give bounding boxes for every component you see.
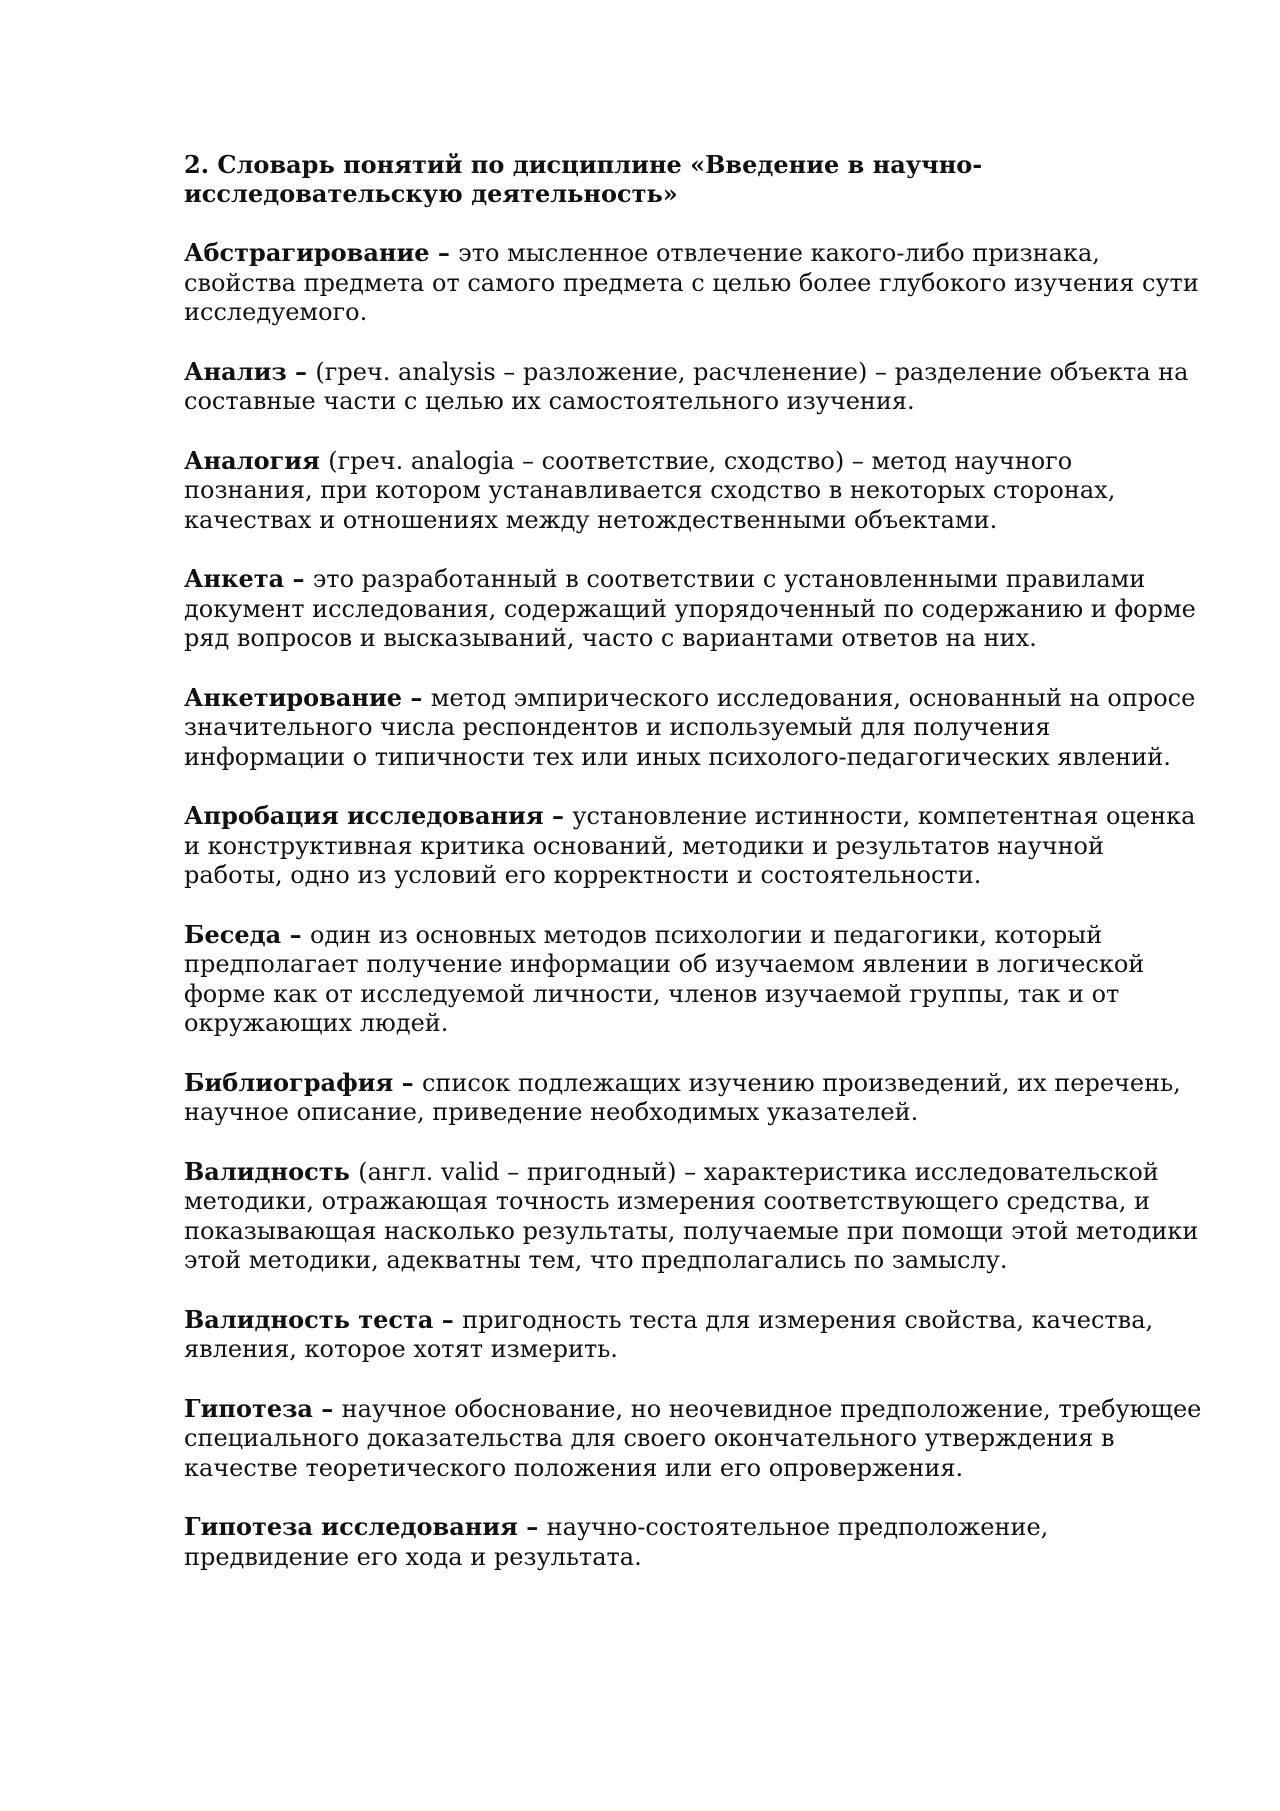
glossary-separator: – <box>517 1512 547 1541</box>
glossary-separator: – <box>402 682 431 712</box>
glossary-entry <box>184 564 1204 654</box>
glossary-definition: (греч. analysis – разложение, расчленение) – разделение объекта на составные части с целью их самостоятельного изучения. <box>184 357 1189 415</box>
glossary-term: Гипотеза <box>184 1393 313 1423</box>
glossary-entry <box>184 1068 1204 1128</box>
glossary-separator: – <box>429 238 459 267</box>
glossary-definition: пригодность теста для измерения свойства, качества, явления, которое хотят измерить. <box>184 1305 1154 1363</box>
glossary-term: Библиография <box>184 1067 394 1097</box>
glossary-term: Беседа <box>184 919 282 949</box>
glossary-separator: – <box>284 564 313 593</box>
glossary-separator: – <box>393 1067 422 1097</box>
glossary-entry <box>184 1157 1204 1276</box>
glossary-separator: – <box>543 801 573 830</box>
glossary-entry <box>184 1305 1204 1365</box>
glossary-entry <box>184 1394 1204 1484</box>
glossary-definition: это разработанный в соответствии с установленными правилами документ исследования, содержащий упорядоченный по содержанию и форме ряд вопросов и высказываний, часто с вариантами ответов на них. <box>184 565 1196 652</box>
glossary-term: Анкетирование <box>184 682 403 712</box>
glossary-list <box>184 238 1204 1572</box>
glossary-entry <box>184 801 1204 891</box>
glossary-term: Апробация исследования <box>184 801 544 830</box>
glossary-separator: – <box>312 1393 342 1423</box>
glossary-definition: список подлежащих изучению произведений, их перечень, научное описание, приведение необходимых указателей. <box>184 1068 1181 1126</box>
glossary-term: Анализ <box>184 356 287 386</box>
glossary-term: Аналогия <box>184 445 320 475</box>
document-title-line-1: 2. Словарь понятий по дисциплине «Введение в научно- <box>184 150 983 179</box>
glossary-separator: – <box>433 1304 463 1334</box>
glossary-term: Валидность <box>184 1156 350 1186</box>
glossary-entry <box>184 446 1204 536</box>
glossary-entry <box>184 357 1204 417</box>
glossary-definition: (греч. analogia – соответствие, сходство) – метод научного познания, при котором устанавливается сходство в некоторых сторонах, качествах и отношениях между нетождественными объектами. <box>184 446 1116 534</box>
glossary-definition: один из основных методов психологии и педагогики, который предполагает получение информации об изучаемом явлении в логической форме как от исследуемой личности, членов изучаемой группы, так и от окружающих людей. <box>184 920 1145 1037</box>
glossary-definition: это мысленное отвлечение какого-либо признака, свойства предмета от самого предмета с целью более глубокого изучения сути исследуемого. <box>184 239 1199 326</box>
glossary-separator <box>320 446 328 475</box>
glossary-term: Гипотеза исследования <box>184 1512 518 1541</box>
glossary-definition: (англ. valid – пригодный) – характеристика исследовательской методики, отражающая точность измерения соответствующего средства, и показывающая насколько результаты, получаемые при помощи этой методики этой методики, адекватны тем, что предполагались по замыслу. <box>184 1157 1199 1274</box>
glossary-separator <box>350 1157 358 1186</box>
glossary-definition: научно-состоятельное предположение, предвидение его хода и результата. <box>184 1513 1049 1571</box>
glossary-entry <box>184 920 1204 1039</box>
glossary-definition: научное обоснование, но неочевидное предположение, требующее специального доказательства для своего окончательного утверждения в качестве теоретического положения или его опровержения. <box>184 1394 1202 1482</box>
glossary-entry <box>184 683 1204 773</box>
glossary-term: Валидность теста <box>184 1304 434 1334</box>
glossary-term: Абстрагирование <box>184 238 430 267</box>
glossary-entry <box>184 1512 1204 1572</box>
document-title <box>184 150 1204 208</box>
glossary-definition: метод эмпирического исследования, основанный на опросе значительного числа респондентов и используемый для получения информации о типичности тех или иных психолого-педагогических явлений. <box>184 683 1196 771</box>
document-title-line-2: исследовательскую деятельность» <box>184 179 678 208</box>
glossary-definition: установление истинности, компетентная оценка и конструктивная критика оснований, методики и результатов научной работы, одно из условий его корректности и состоятельности. <box>184 802 1196 889</box>
document-page <box>184 150 1204 1601</box>
glossary-entry <box>184 238 1204 328</box>
glossary-separator: – <box>286 356 316 386</box>
glossary-separator: – <box>281 919 310 949</box>
glossary-term: Анкета <box>184 564 285 593</box>
